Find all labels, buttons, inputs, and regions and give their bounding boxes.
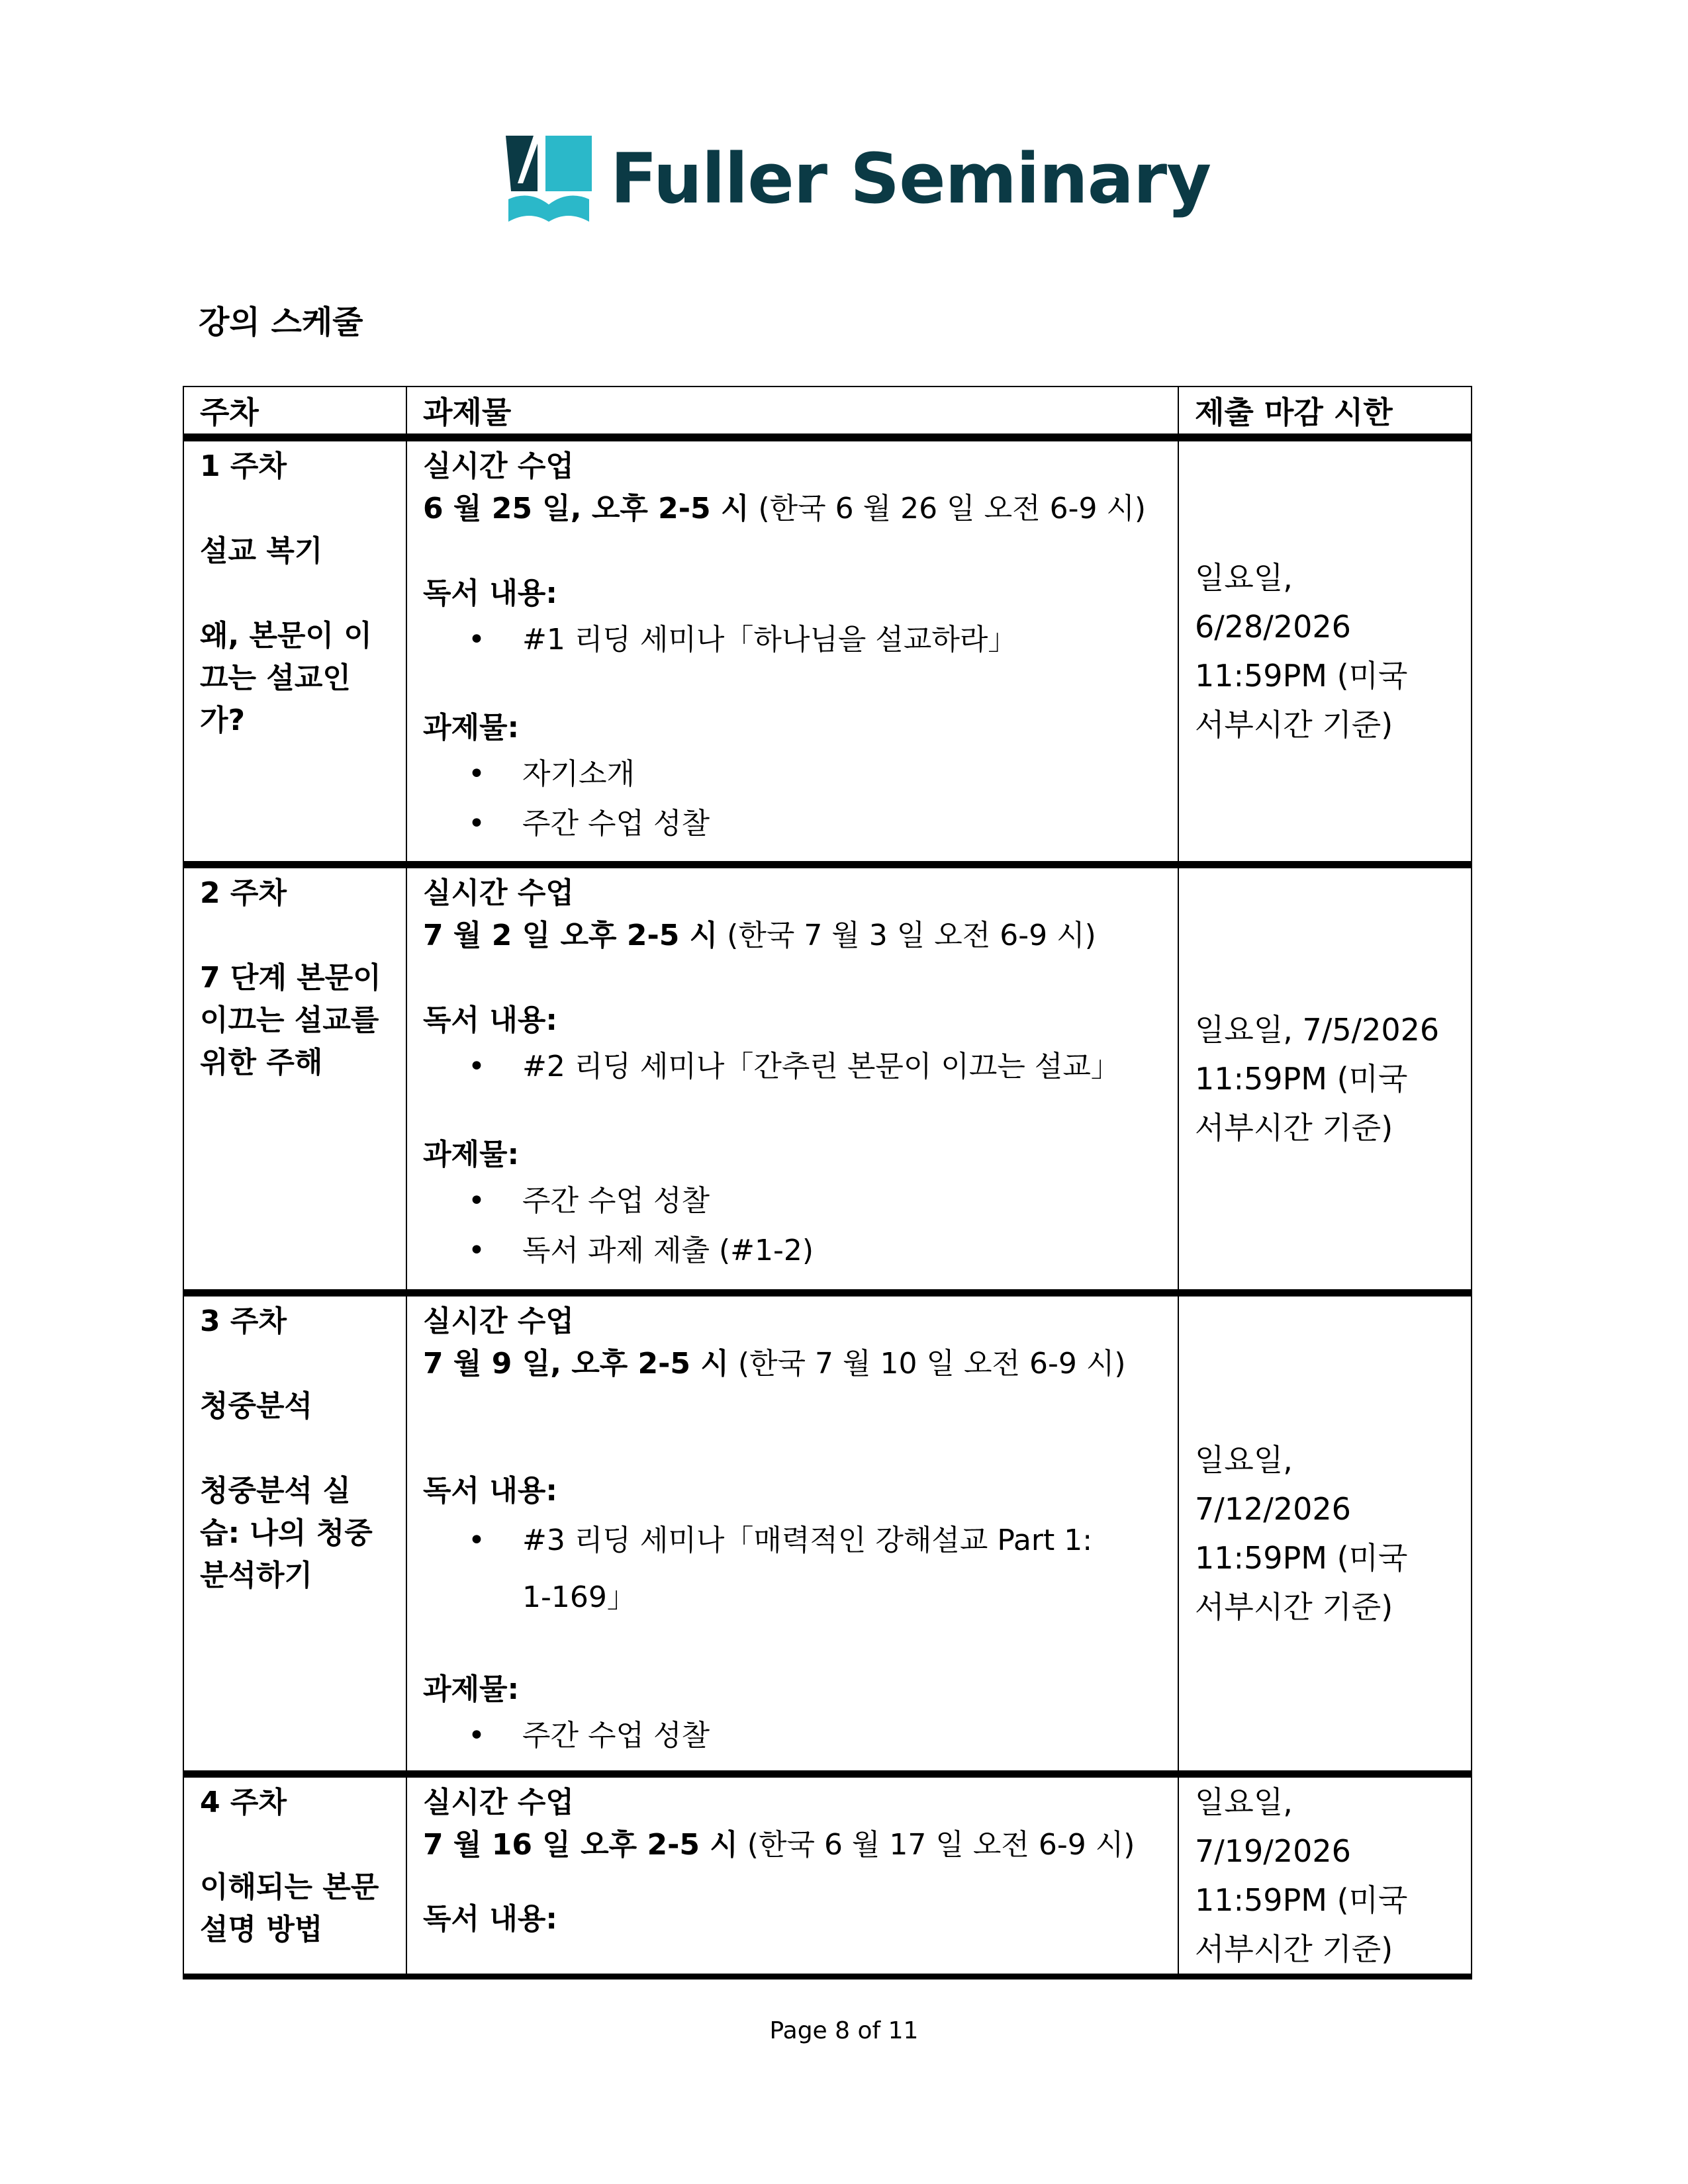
session-title: 실시간 수업 bbox=[423, 876, 574, 910]
session-time: 7 월 16 일 오후 2-5 시 (한국 6 월 17 일 오전 6-9 시) bbox=[423, 1828, 1135, 1862]
reading-label: 독서 내용: bbox=[423, 576, 557, 610]
due-date: 일요일, 7/12/2026 bbox=[1195, 1442, 1351, 1527]
week-topic: 7 단계 본문이 이끄는 설교를 위한 주해 bbox=[200, 961, 381, 1079]
due-time: 11:59PM (미국 bbox=[1195, 1540, 1408, 1576]
session-time: 6 월 25 일, 오후 2-5 시 (한국 6 월 26 일 오전 6-9 시) bbox=[423, 492, 1147, 525]
assignment-cell bbox=[406, 437, 1178, 865]
due-date: 일요일, 7/5/2026 bbox=[1195, 1012, 1440, 1048]
list-item: • #2 리딩 세미나「간추린 본문이 이끄는 설교」 bbox=[423, 1042, 1162, 1091]
due-time: 11:59PM (미국 bbox=[1195, 658, 1408, 694]
assignment-cell bbox=[406, 1293, 1178, 1774]
week-label: 2 주차 bbox=[200, 876, 287, 910]
fuller-logo bbox=[506, 136, 1211, 222]
book-icon bbox=[506, 136, 592, 222]
due-timezone: 서부시간 기준) bbox=[1195, 1931, 1393, 1967]
table-row bbox=[183, 865, 1472, 1293]
due-cell bbox=[1178, 1293, 1472, 1774]
week-cell bbox=[183, 1293, 406, 1774]
header-due: 제출 마감 시한 bbox=[1178, 387, 1472, 437]
list-item: • #1 리딩 세미나「하나님을 설교하라」 bbox=[423, 615, 1162, 664]
session-time: 7 월 2 일 오후 2-5 시 (한국 7 월 3 일 오전 6-9 시) bbox=[423, 919, 1096, 952]
session-title: 실시간 수업 bbox=[423, 1786, 574, 1819]
week-label: 3 주차 bbox=[200, 1304, 287, 1338]
due-date: 일요일, 7/19/2026 bbox=[1195, 1784, 1351, 1869]
week-topic: 왜, 본문이 이끄는 설교인가? bbox=[200, 619, 372, 737]
due-time: 11:59PM (미국 bbox=[1195, 1061, 1408, 1097]
assignment-list bbox=[423, 1176, 1162, 1275]
list-item: • 주간 수업 성찰 bbox=[423, 799, 1162, 848]
due-time: 11:59PM (미국 bbox=[1195, 1882, 1408, 1918]
assignment-cell bbox=[406, 1774, 1178, 1977]
list-item: • 주간 수업 성찰 bbox=[423, 1176, 1162, 1226]
due-timezone: 서부시간 기준) bbox=[1195, 1589, 1393, 1625]
header-week: 주차 bbox=[183, 387, 406, 437]
schedule-table bbox=[183, 386, 1472, 1979]
assignment-label: 과제물: bbox=[423, 711, 520, 745]
week-label: 4 주차 bbox=[200, 1786, 287, 1819]
assignment-list bbox=[423, 749, 1162, 848]
table-row bbox=[183, 1774, 1472, 1977]
session-time: 7 월 9 일, 오후 2-5 시 (한국 7 월 10 일 오전 6-9 시) bbox=[423, 1347, 1126, 1381]
logo-text: Fuller Seminary bbox=[610, 138, 1211, 219]
due-timezone: 서부시간 기준) bbox=[1195, 1110, 1393, 1146]
reading-list bbox=[423, 1042, 1162, 1091]
due-cell bbox=[1178, 1774, 1472, 1977]
assignment-label: 과제물: bbox=[423, 1138, 520, 1171]
reading-list bbox=[423, 1512, 1162, 1626]
week-topic: 이해되는 본문설명 방법 bbox=[200, 1870, 379, 1946]
week-cell bbox=[183, 437, 406, 865]
page-title: 강의 스케줄 bbox=[199, 304, 363, 341]
session-title: 실시간 수업 bbox=[423, 449, 574, 483]
reading-label: 독서 내용: bbox=[423, 1474, 557, 1508]
list-item: • #3 리딩 세미나「매력적인 강해설교 Part 1: 1-169」 bbox=[423, 1512, 1162, 1626]
assignment-cell bbox=[406, 865, 1178, 1293]
assignment-list bbox=[423, 1711, 1162, 1760]
week-topic: 청중분석 bbox=[200, 1389, 313, 1423]
page-number: Page 8 of 11 bbox=[769, 2017, 919, 2044]
list-item: • 주간 수업 성찰 bbox=[423, 1711, 1162, 1760]
assignment-label: 과제물: bbox=[423, 1672, 520, 1706]
list-item: • 자기소개 bbox=[423, 749, 1162, 799]
reading-list bbox=[423, 615, 1162, 664]
week-topic: 설교 복기 bbox=[200, 534, 323, 568]
due-date: 일요일, 6/28/2026 bbox=[1195, 560, 1351, 645]
due-cell bbox=[1178, 437, 1472, 865]
list-item: • 독서 과제 제출 (#1-2) bbox=[423, 1226, 1162, 1275]
week-cell bbox=[183, 1774, 406, 1977]
due-cell bbox=[1178, 865, 1472, 1293]
reading-label: 독서 내용: bbox=[423, 1003, 557, 1037]
due-timezone: 서부시간 기준) bbox=[1195, 707, 1393, 743]
week-cell bbox=[183, 865, 406, 1293]
week-label: 1 주차 bbox=[200, 449, 287, 483]
reading-label: 독서 내용: bbox=[423, 1902, 557, 1936]
table-header-row bbox=[183, 387, 1472, 437]
table-row bbox=[183, 1293, 1472, 1774]
header-assignments: 과제물 bbox=[406, 387, 1178, 437]
week-topic: 청중분석 실습: 나의 청중 분석하기 bbox=[200, 1474, 373, 1592]
table-row bbox=[183, 437, 1472, 865]
session-title: 실시간 수업 bbox=[423, 1304, 574, 1338]
